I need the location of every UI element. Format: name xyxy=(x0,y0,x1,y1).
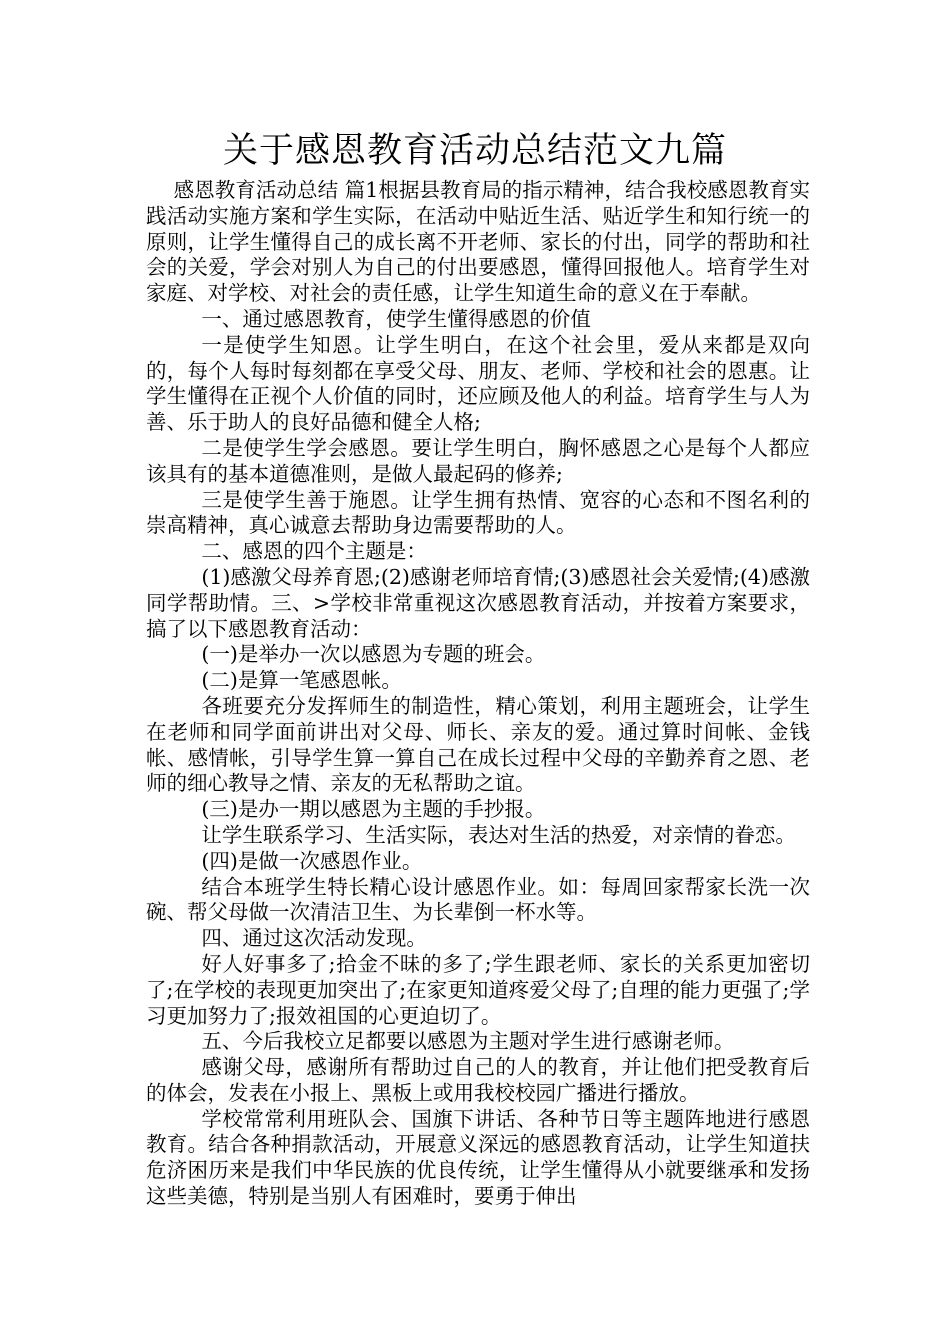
paragraph: (1)感激父母养育恩;(2)感谢老师培育情;(3)感恩社会关爱情;(4)感激同学帮助情。三、>学校非常重视这次感恩教育活动，并按着方案要求，搞了以下感恩教育活动： xyxy=(146,564,810,641)
paragraph: 学校常常利用班队会、国旗下讲话、各种节日等主题阵地进行感恩教育。结合各种捐款活动，开展意义深远的感恩教育活动，让学生知道扶危济困历来是我们中华民族的优良传统，让学生懂得从小就要继承和发扬这些美德，特别是当别人有困难时，要勇于伸出 xyxy=(146,1106,810,1209)
paragraph-intro: 感恩教育活动总结 篇1根据县教育局的指示精神，结合我校感恩教育实践活动实施方案和学生实际，在活动中贴近生活、贴近学生和知行统一的原则，让学生懂得自己的成长离不开老师、家长的付出，同学的帮助和社会的关爱，学会对别人为自己的付出要感恩，懂得回报他人。培育学生对家庭、对学校、对社会的责任感，让学生知道生命的意义在于奉献。 xyxy=(146,178,810,306)
paragraph: 各班要充分发挥师生的制造性，精心策划，利用主题班会，让学生在老师和同学面前讲出对父母、师长、亲友的爱。通过算时间帐、金钱帐、感情帐，引导学生算一算自己在成长过程中父母的辛勤养育之恩、老师的细心教导之情、亲友的无私帮助之谊。 xyxy=(146,693,810,796)
document-body xyxy=(146,178,810,1210)
paragraph: 一是使学生知恩。让学生明白，在这个社会里，爱从来都是双向的，每个人每时每刻都在享受父母、朋友、老师、学校和社会的恩惠。让学生懂得在正视个人价值的同时，还应顾及他人的利益。培育学生与人为善、乐于助人的良好品德和健全人格; xyxy=(146,332,810,435)
paragraph: 二是使学生学会感恩。要让学生明白，胸怀感恩之心是每个人都应该具有的基本道德准则，是做人最起码的修养; xyxy=(146,435,810,486)
list-item: (二)是算一笔感恩帐。 xyxy=(201,668,402,693)
section-heading-5: 五、今后我校立足都要以感恩为主题对学生进行感谢老师。 xyxy=(201,1029,735,1054)
section-heading-2: 二、感恩的四个主题是： xyxy=(201,539,427,564)
paragraph: 结合本班学生特长精心设计感恩作业。如：每周回家帮家长洗一次碗、帮父母做一次清洁卫生、为长辈倒一杯水等。 xyxy=(146,874,810,925)
list-item: (三)是办一期以感恩为主题的手抄报。 xyxy=(201,797,546,822)
paragraph: 让学生联系学习、生活实际，表达对生活的热爱，对亲情的眷恋。 xyxy=(201,822,796,847)
paragraph: 好人好事多了;拾金不昧的多了;学生跟老师、家长的关系更加密切了;在学校的表现更加突出了;在家更知道疼爱父母了;自理的能力更强了;学习更加努力了;报效祖国的心更迫切了。 xyxy=(146,951,810,1028)
section-heading-1: 一、通过感恩教育，使学生懂得感恩的价值 xyxy=(201,306,591,331)
section-heading-4: 四、通过这次活动发现。 xyxy=(201,926,427,951)
list-item: (一)是举办一次以感恩为专题的班会。 xyxy=(201,642,546,667)
paragraph: 三是使学生善于施恩。让学生拥有热情、宽容的心态和不图名利的崇高精神，真心诚意去帮助身边需要帮助的人。 xyxy=(146,487,810,538)
list-item: (四)是做一次感恩作业。 xyxy=(201,848,423,873)
paragraph: 感谢父母，感谢所有帮助过自己的人的教育，并让他们把受教育后的体会，发表在小报上、黑板上或用我校校园广播进行播放。 xyxy=(146,1055,810,1105)
document-title: 关于感恩教育活动总结范文九篇 xyxy=(222,131,727,171)
